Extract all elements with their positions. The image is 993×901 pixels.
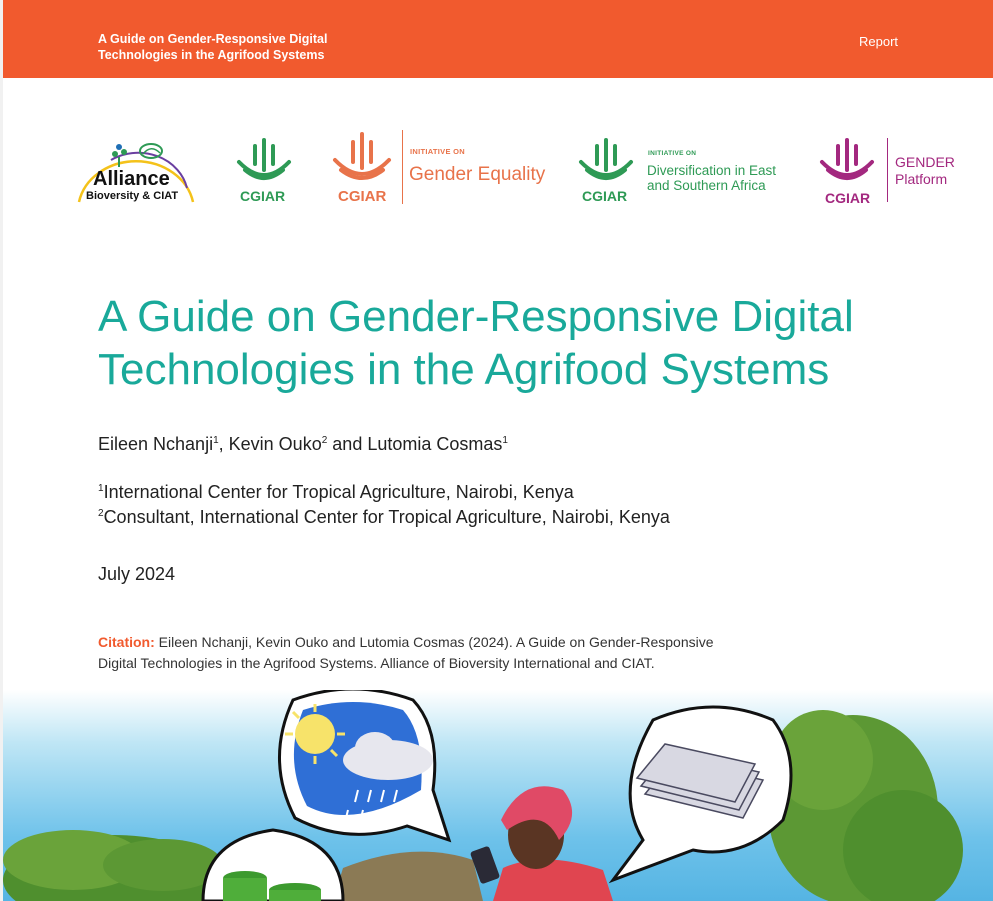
affiliation-item bbox=[98, 503, 670, 528]
documents-bubble-icon bbox=[613, 707, 791, 880]
initiative-on-label: INITIATIVE ON bbox=[648, 150, 697, 157]
author-name: Eileen Nchanji bbox=[98, 434, 214, 454]
affiliation-mark: 2 bbox=[98, 508, 104, 519]
logo-divider bbox=[402, 130, 403, 204]
cover-illustration bbox=[3, 690, 993, 901]
gender-equality-label: Gender Equality bbox=[409, 164, 546, 185]
affiliations bbox=[98, 478, 670, 528]
diversification-label bbox=[647, 163, 776, 193]
cgiar-label: CGIAR bbox=[582, 188, 628, 204]
affiliation-item bbox=[98, 478, 670, 503]
citation-block bbox=[98, 632, 858, 674]
header-title-line1: A Guide on Gender-Responsive Digital bbox=[98, 32, 328, 46]
header-title bbox=[98, 31, 398, 63]
citation-label: Citation: bbox=[98, 634, 155, 650]
weather-bubble-icon bbox=[279, 690, 449, 840]
alliance-subtitle: Bioversity & CIAT bbox=[86, 190, 179, 202]
cgiar-wheat-icon bbox=[331, 130, 393, 186]
author-affiliation-mark: 1 bbox=[213, 435, 219, 446]
report-cover-page bbox=[3, 0, 993, 901]
initiative-on-label: INITIATIVE ON bbox=[410, 147, 466, 156]
cgiar-wheat-icon bbox=[235, 136, 293, 186]
cgiar-label: CGIAR bbox=[825, 190, 871, 206]
diversification-initiative-logo bbox=[577, 136, 797, 208]
logo-divider bbox=[887, 138, 888, 202]
cgiar-label: CGIAR bbox=[338, 188, 387, 205]
cgiar-label: CGIAR bbox=[240, 188, 286, 204]
tree-right-icon bbox=[768, 710, 963, 901]
gender-equality-initiative-logo bbox=[331, 130, 561, 210]
affiliation-text: Consultant, International Center for Tropical Agriculture, Nairobi, Kenya bbox=[103, 507, 670, 527]
illustration-scene bbox=[3, 690, 993, 901]
cgiar-wheat-icon bbox=[577, 136, 635, 186]
author-affiliation-mark: 1 bbox=[502, 435, 508, 446]
affiliation-text: International Center for Tropical Agriculture, Nairobi, Kenya bbox=[103, 482, 574, 502]
diversification-line1: Diversification in East bbox=[647, 163, 777, 178]
author-name: Lutomia Cosmas bbox=[367, 434, 503, 454]
citation-text-line2: Digital Technologies in the Agrifood Systems. Alliance of Bioversity International and CIAT. bbox=[98, 655, 655, 671]
authors-line: Eileen Nchanji$^1$, Kevin Ouko$^2$ and Lutomia Cosmas$^1$ bbox=[98, 434, 508, 454]
author-affiliation-mark: 2 bbox=[321, 435, 328, 446]
header-bar bbox=[3, 0, 993, 78]
document-type-label: Report bbox=[859, 34, 899, 49]
alliance-logo bbox=[71, 138, 201, 208]
cans-bubble-icon bbox=[203, 830, 343, 901]
partner-logos bbox=[3, 120, 993, 220]
woman-phone-icon bbox=[470, 786, 613, 901]
cgiar-wheat-icon bbox=[818, 136, 876, 186]
gender-platform-logo bbox=[818, 136, 978, 208]
publication-date: July 2024 bbox=[98, 564, 176, 584]
affiliation-mark: 1 bbox=[98, 483, 104, 494]
header-title-line2: Technologies in the Agrifood Systems bbox=[98, 48, 325, 62]
alliance-name: Alliance bbox=[93, 168, 170, 190]
cgiar-logo bbox=[235, 136, 295, 206]
hut-roof-icon bbox=[333, 852, 483, 901]
gender-platform-label bbox=[895, 154, 955, 188]
citation-text-line1: Eileen Nchanji, Kevin Ouko and Lutomia Cosmas (2024). A Guide on Gender-Responsive bbox=[158, 634, 714, 650]
tree-left-icon bbox=[3, 830, 223, 901]
document-title-line1: A Guide on Gender-Responsive Digital bbox=[98, 292, 854, 341]
author-conjunction: and bbox=[332, 434, 363, 454]
document-title-line2: Technologies in the Agrifood Systems bbox=[98, 345, 830, 394]
document-title bbox=[98, 290, 958, 396]
author-name: Kevin Ouko bbox=[228, 434, 322, 454]
gender-platform-line1: GENDER bbox=[895, 154, 955, 170]
gender-platform-line2: Platform bbox=[895, 171, 948, 187]
diversification-line2: and Southern Africa bbox=[647, 178, 766, 193]
